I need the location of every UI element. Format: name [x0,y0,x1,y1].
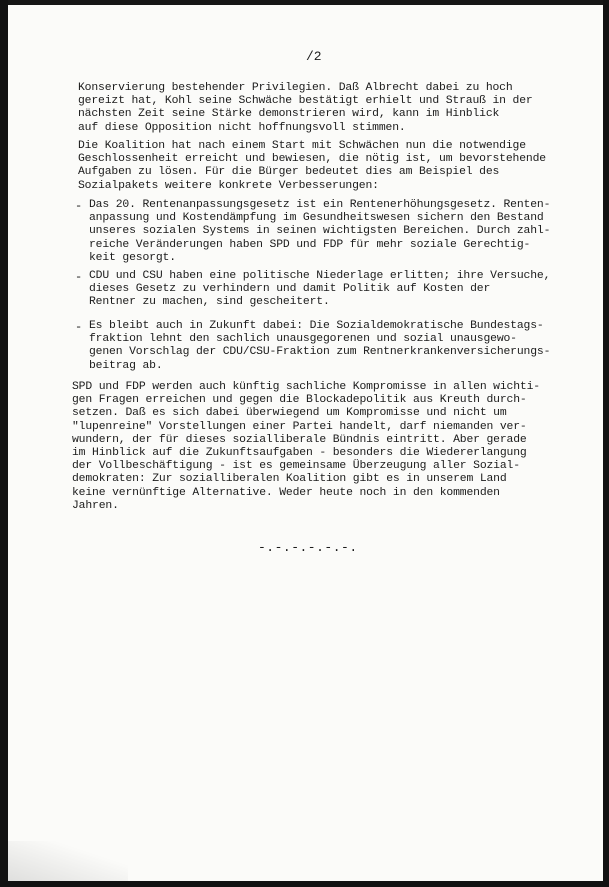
page-number: /2 [306,49,322,64]
text-line: wundern, der für dieses sozialliberale Bündnis eintritt. Aber gerade [72,433,527,446]
text-line: demokraten: Zur sozialliberalen Koalition gibt es in unserem Land [72,473,507,486]
scan-border-right [603,0,609,887]
text-line: SPD und FDP werden auch künftig sachliche Kompromisse in allen wichti- [72,381,540,393]
scan-border-left [0,0,8,887]
bullet-dash: - [75,270,83,284]
text-line: Rentner zu machen, sind gescheitert. [89,296,330,309]
text-line: Konservierung bestehender Privilegien. Daß Albrecht dabei zu hoch [78,82,513,94]
text-line: Sozialpakets weitere konkrete Verbesserungen: [78,179,379,192]
text-line: auf diese Opposition nicht hoffnungsvoll stimmen. [78,121,406,134]
text-line: Das 20. Rentenanpassungsgesetz ist ein Rentenerhöhungsgesetz. Renten- [89,199,551,211]
text-line: reiche Veränderungen haben SPD und FDP für mehr soziale Gerechtig- [89,238,531,251]
text-line: der Vollbeschäftigung - ist es gemeinsame Überzeugung aller Sozial- [72,460,520,473]
text-line: beitrag ab. [89,359,163,372]
bullet-dash: - [75,199,83,213]
text-line: gereizt hat, Kohl seine Schwäche bestätigt erhielt und Strauß in der [78,95,533,108]
paragraph-privileges [78,82,533,135]
text-line: nächsten Zeit seine Stärke demonstrieren wird, kann im Hinblick [78,108,500,121]
text-line: Geschlossenheit erreicht und bewiesen, die nötig ist, um bevorstehende [78,153,546,166]
paragraph-compromises [72,381,540,513]
text-line: Es bleibt auch in Zukunft dabei: Die Sozialdemokratische Bundestags- [89,320,544,332]
bullet-social-democrats [89,320,550,373]
text-line: "lupenreine" Vorstellungen einer Partei handelt, darf niemanden ver- [72,420,527,433]
text-line: Aufgaben zu lösen. Für die Bürger bedeutet dies am Beispiel des [78,166,500,179]
text-line: unseres sozialen Systems in seinen wichtigsten Bereichen. Durch zahl- [89,225,551,238]
text-line: Jahren. [72,499,119,512]
bullet-pension-law [89,199,550,265]
text-line: CDU und CSU haben eine politische Niederlage erlitten; ihre Versuche, [89,270,551,282]
bullet-dash: - [75,320,83,334]
text-line: genen Vorschlag der CDU/CSU-Fraktion zum Rentnerkrankenversicherungs- [89,346,551,359]
end-separator: -.-.-.-.-.-. [258,540,358,555]
scan-border-bottom [0,881,609,887]
bullet-cdu-csu-defeat [89,270,550,310]
text-line: setzen. Daß es sich dabei überwiegend um Kompromisse und nicht um [72,407,507,420]
text-line: gen Fragen erreichen und gegen die Blockadepolitik aus Kreuth durch- [72,394,527,407]
paragraph-coalition [78,140,546,193]
text-line: Die Koalition hat nach einem Start mit Schwächen nun die notwendige [78,140,526,152]
text-line: dieses Gesetz zu verhindern und damit Politik auf Kosten der [89,283,491,296]
text-line: fraktion lehnt den sachlich unausgegorenen und sozial unausgewo- [89,333,517,346]
text-line: im Hinblick auf die Zukunftsaufgaben - besonders die Wiedererlangung [72,447,527,460]
scan-border-top [0,0,609,5]
scan-shadow [8,841,128,881]
text-line: keine vernünftige Alternative. Weder heute noch in den kommenden [72,486,500,499]
text-line: keit gesorgt. [89,251,176,264]
text-line: anpassung und Kostendämpfung im Gesundheitswesen sichern den Bestand [89,212,544,225]
